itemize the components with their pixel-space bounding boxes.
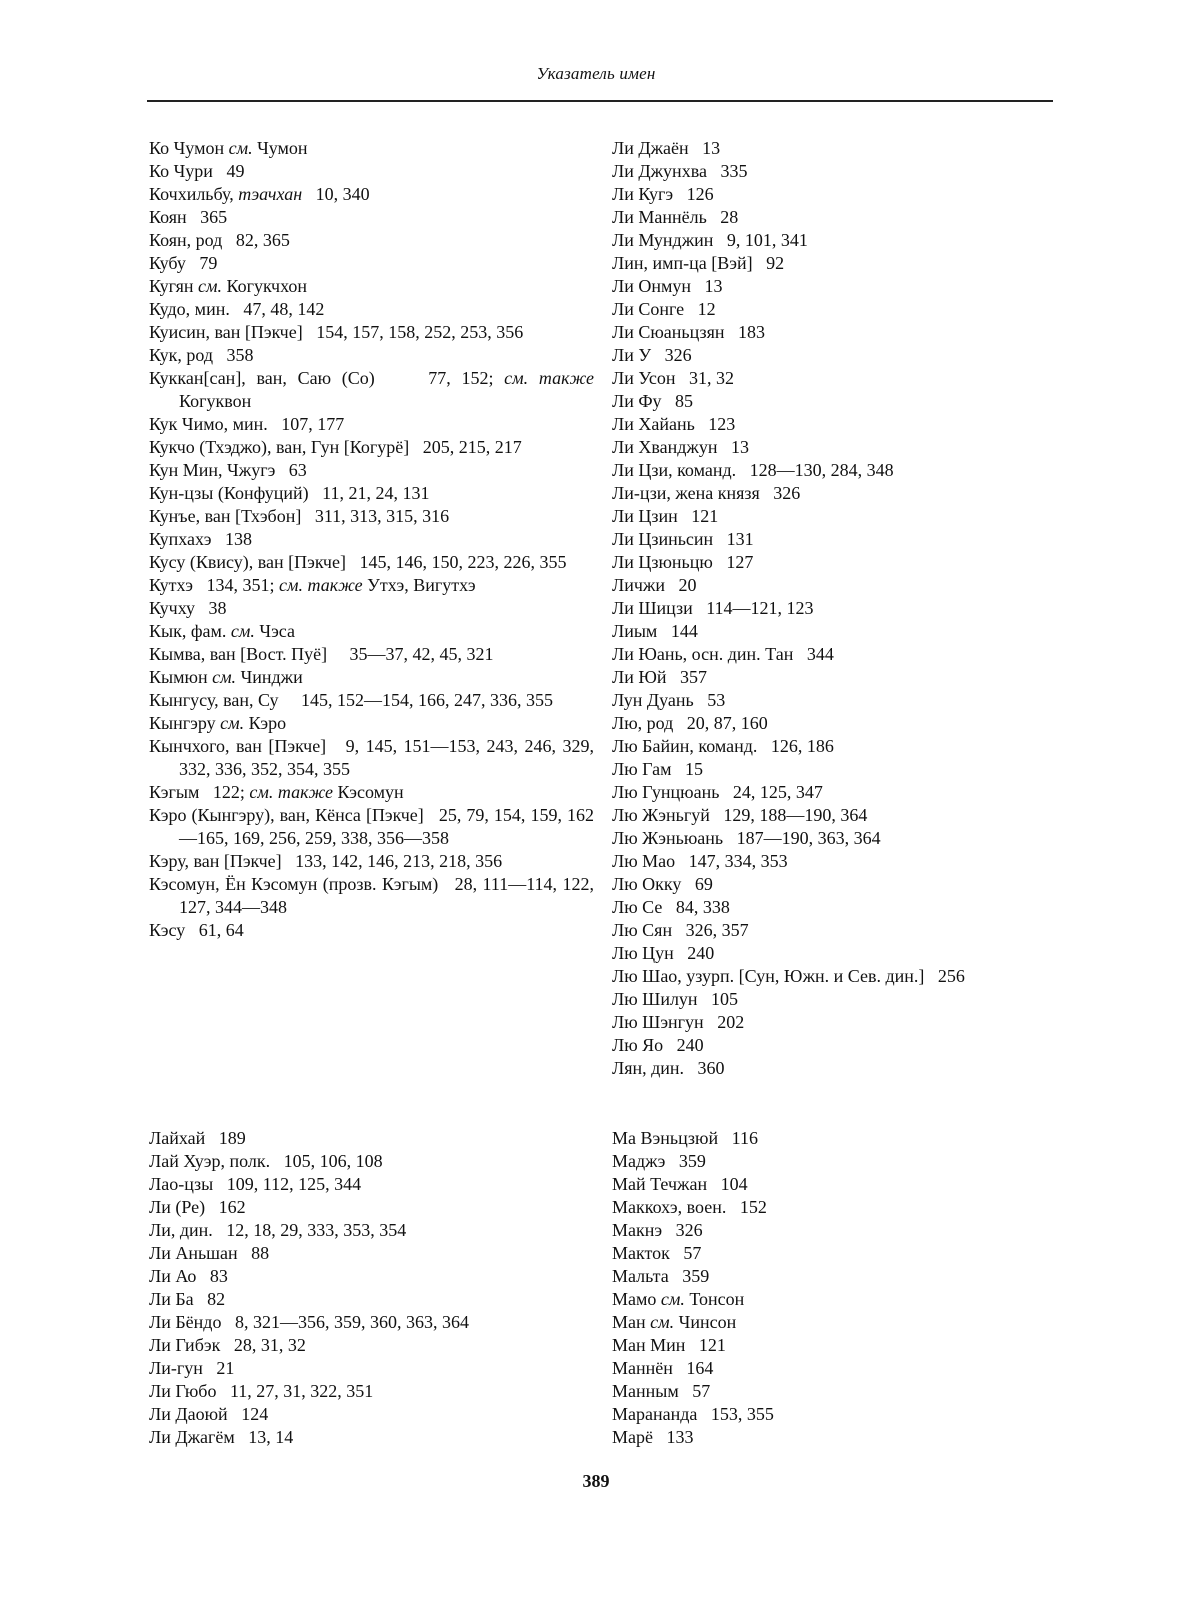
index-entry: Ли Гюбо 11, 27, 31, 322, 351: [149, 1381, 374, 1401]
index-entry: Ли Ба 82: [149, 1289, 226, 1309]
index-entry: Ли Аньшан 88: [149, 1243, 270, 1263]
index-entry: Ли Даоюй 124: [149, 1404, 269, 1424]
index-entry: Ли Хванджун 13: [612, 437, 749, 457]
running-title: Указатель имен: [536, 64, 656, 83]
index-entry: Лай Хуэр, полк. 105, 106, 108: [149, 1151, 383, 1171]
index-entry: Лун Дуань 53: [612, 690, 726, 710]
index-entry: Кэро (Кынгэру), ван, Кёнса [Пэкче] 25, 79, 154, 159, 162—165, 169, 256, 259, 338, 356—358: [149, 805, 594, 848]
index-entry: Ли Цзиньсин 131: [612, 529, 754, 549]
index-entry: Лю Гам 15: [612, 759, 703, 779]
index-entry: Ли Юань, осн. дин. Тан 344: [612, 644, 834, 664]
index-entry: Кымюн см. Чинджи: [149, 667, 303, 687]
index-entry: Лю Шэнгун 202: [612, 1012, 745, 1032]
index-entry: Кугян см. Когукчхон: [149, 276, 308, 296]
index-entry: Лю Мао 147, 334, 353: [612, 851, 788, 871]
index-entry: Ли Цзюньцю 127: [612, 552, 754, 572]
index-entry: Маннён 164: [612, 1358, 714, 1378]
index-entry: Лю Шилун 105: [612, 989, 739, 1009]
index-column-right-bottom: [612, 1127, 1057, 1449]
index-column-right-top: [612, 137, 1092, 1080]
index-entry: Кочхильбу, тэачхан 10, 340: [149, 184, 370, 204]
index-entry: Кучху 38: [149, 598, 227, 618]
index-entry: Лю Цун 240: [612, 943, 715, 963]
index-entry: Кымва, ван [Вост. Пуё] 35—37, 42, 45, 321: [149, 644, 494, 664]
index-column-left-bottom: [149, 1127, 594, 1449]
index-entry: Ли Ао 83: [149, 1266, 228, 1286]
index-entry: Ли Маннёль 28: [612, 207, 739, 227]
index-entry: Мальта 359: [612, 1266, 710, 1286]
index-entry: Ма Вэньцзюй 116: [612, 1128, 758, 1148]
index-entry: Лин, имп-ца [Вэй] 92: [612, 253, 785, 273]
index-entry: Ли Джагём 13, 14: [149, 1427, 294, 1447]
index-entry: Кэгым 122; см. также Кэсомун: [149, 782, 404, 802]
index-entry: Ли Онмун 13: [612, 276, 723, 296]
index-entry: Ли Джунхва 335: [612, 161, 748, 181]
index-entry: Лю Яо 240: [612, 1035, 704, 1055]
index-entry: Марананда 153, 355: [612, 1404, 774, 1424]
index-entry: Лю Окку 69: [612, 874, 713, 894]
index-entry: Куккан[сан], ван, Саю (Со) 77, 152; см. также Когуквон: [149, 368, 594, 411]
index-entry: Мамо см. Тонсон: [612, 1289, 745, 1309]
index-entry: Ко Чури 49: [149, 161, 245, 181]
index-entry: Ли Цзин 121: [612, 506, 719, 526]
index-entry: Ли (Ре) 162: [149, 1197, 246, 1217]
index-entry: Ман Мин 121: [612, 1335, 726, 1355]
index-entry: Май Течжан 104: [612, 1174, 748, 1194]
index-entry: Коян 365: [149, 207, 228, 227]
index-entry: Лю Жэньгуй 129, 188—190, 364: [612, 805, 868, 825]
index-entry: Лю, род 20, 87, 160: [612, 713, 768, 733]
index-entry: Манным 57: [612, 1381, 711, 1401]
index-entry: Ли Сонге 12: [612, 299, 716, 319]
index-column-left-top: [149, 137, 594, 942]
index-entry: Лю Жэньюань 187—190, 363, 364: [612, 828, 881, 848]
index-entry: Лю Сян 326, 357: [612, 920, 749, 940]
index-entry: Ли-гун 21: [149, 1358, 235, 1378]
index-entry: Лю Гунцюань 24, 125, 347: [612, 782, 823, 802]
index-entry: Ли Кугэ 126: [612, 184, 714, 204]
index-entry: Личжи 20: [612, 575, 697, 595]
index-entry: Кун Мин, Чжугэ 63: [149, 460, 307, 480]
index-entry: Ли Гибэк 28, 31, 32: [149, 1335, 306, 1355]
index-entry: Лайхай 189: [149, 1128, 246, 1148]
index-entry: Ко Чумон см. Чумон: [149, 138, 308, 158]
index-entry: Кынчхого, ван [Пэкче] 9, 145, 151—153, 243, 246, 329, 332, 336, 352, 354, 355: [149, 736, 594, 779]
index-entry: Ман см. Чинсон: [612, 1312, 737, 1332]
index-entry: Ли Мунджин 9, 101, 341: [612, 230, 808, 250]
index-entry: Ли Фу 85: [612, 391, 694, 411]
index-entry: Кусу (Квису), ван [Пэкче] 145, 146, 150, 223, 226, 355: [149, 552, 567, 572]
index-entry: Кэсомун, Ён Кэсомун (прозв. Кэгым) 28, 111—114, 122, 127, 344—348: [149, 874, 594, 917]
index-entry: Кынгэру см. Кэро: [149, 713, 287, 733]
index-entry: Ли Шицзи 114—121, 123: [612, 598, 814, 618]
index-entry: Кынгусу, ван, Су 145, 152—154, 166, 247, 336, 355: [149, 690, 554, 710]
index-entry: Марё 133: [612, 1427, 694, 1447]
index-entry: Макток 57: [612, 1243, 702, 1263]
index-entry: Ли Хайань 123: [612, 414, 736, 434]
index-entry: Кук, род 358: [149, 345, 254, 365]
index-entry: Ли Юй 357: [612, 667, 707, 687]
index-entry: Коян, род 82, 365: [149, 230, 290, 250]
index-entry: Ли Бёндо 8, 321—356, 359, 360, 363, 364: [149, 1312, 469, 1332]
index-entry: Ли Цзи, команд. 128—130, 284, 348: [612, 460, 894, 480]
index-entry: Кэсу 61, 64: [149, 920, 244, 940]
index-entry: Ли У 326: [612, 345, 692, 365]
index-entry: Кунъе, ван [Тхэбон] 311, 313, 315, 316: [149, 506, 450, 526]
index-entry: Ли-цзи, жена князя 326: [612, 483, 801, 503]
index-entry: Маккохэ, воен. 152: [612, 1197, 767, 1217]
index-entry: Лао-цзы 109, 112, 125, 344: [149, 1174, 362, 1194]
header-rule: [147, 100, 1053, 102]
index-entry: Кык, фам. см. Чэса: [149, 621, 295, 641]
index-entry: Лян, дин. 360: [612, 1058, 725, 1078]
index-entry: Кун-цзы (Конфуций) 11, 21, 24, 131: [149, 483, 430, 503]
index-entry: Маджэ 359: [612, 1151, 706, 1171]
index-entry: Ли Сюаньцзян 183: [612, 322, 765, 342]
index-entry: Ли, дин. 12, 18, 29, 333, 353, 354: [149, 1220, 407, 1240]
index-entry: Лиым 144: [612, 621, 698, 641]
page-number: 389: [582, 1471, 610, 1491]
index-entry: Кэру, ван [Пэкче] 133, 142, 146, 213, 218, 356: [149, 851, 503, 871]
index-entry: Лю Шао, узурп. [Сун, Южн. и Сев. дин.] 256: [612, 966, 965, 986]
index-entry: Ли Джаён 13: [612, 138, 721, 158]
index-entry: Куисин, ван [Пэкче] 154, 157, 158, 252, 253, 356: [149, 322, 524, 342]
index-entry: Кубу 79: [149, 253, 218, 273]
index-entry: Кукчо (Тхэджо), ван, Гун [Когурё] 205, 215, 217: [149, 437, 522, 457]
index-entry: Кук Чимо, мин. 107, 177: [149, 414, 345, 434]
index-entry: Ли Усон 31, 32: [612, 368, 735, 388]
index-entry: Макнэ 326: [612, 1220, 703, 1240]
index-entry: Лю Байин, команд. 126, 186: [612, 736, 834, 756]
index-entry: Купхахэ 138: [149, 529, 253, 549]
index-entry: Кудо, мин. 47, 48, 142: [149, 299, 325, 319]
index-entry: Кутхэ 134, 351; см. также Утхэ, Вигутхэ: [149, 575, 476, 595]
index-entry: Лю Се 84, 338: [612, 897, 730, 917]
